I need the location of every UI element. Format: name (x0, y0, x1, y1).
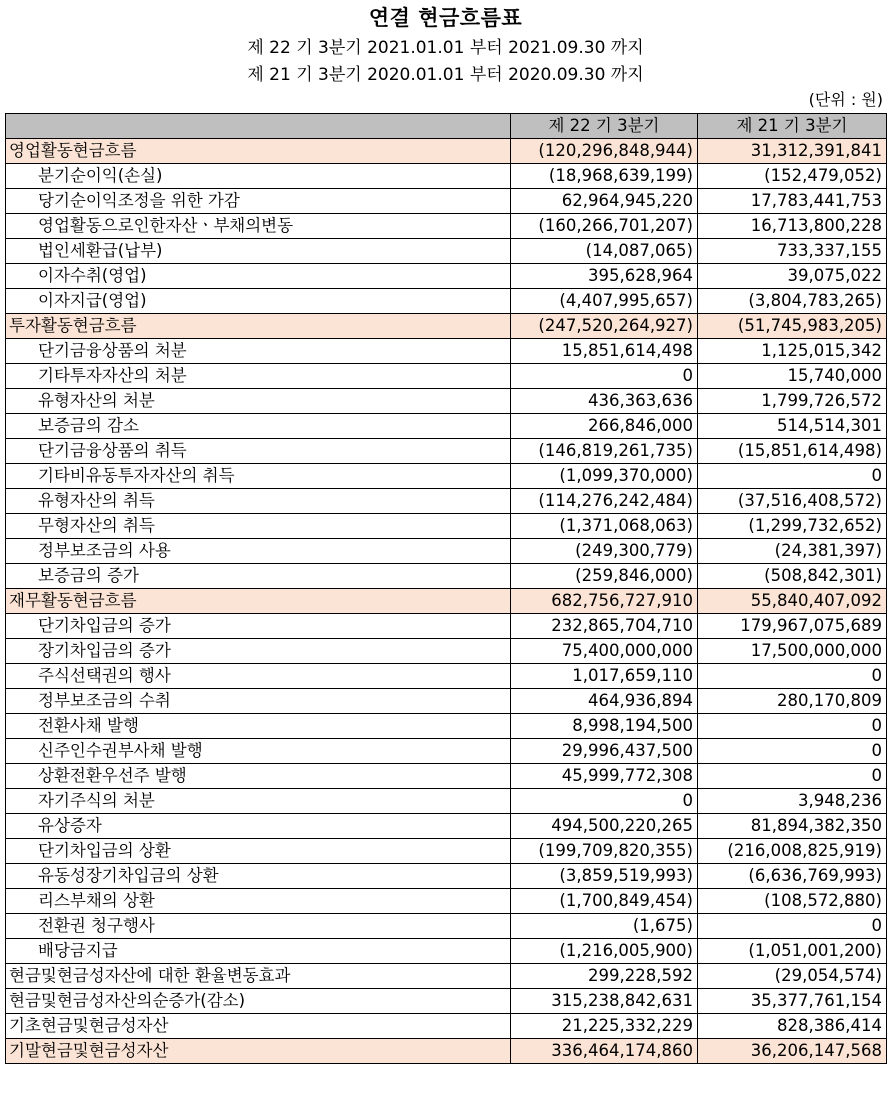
value-prior-period: 0 (698, 764, 887, 789)
row-label: 전환사채 발행 (6, 714, 511, 739)
header-label-column (6, 114, 511, 139)
value-current-period: (1,675) (511, 914, 698, 939)
value-current-period: (120,296,848,944) (511, 139, 698, 164)
row-label: 보증금의 증가 (6, 564, 511, 589)
value-prior-period: 3,948,236 (698, 789, 887, 814)
table-row (6, 464, 887, 489)
value-current-period: (18,968,639,199) (511, 164, 698, 189)
value-prior-period: 16,713,800,228 (698, 214, 887, 239)
row-label: 기초현금및현금성자산 (6, 1014, 511, 1039)
row-label: 배당금지급 (6, 939, 511, 964)
table-row (6, 314, 887, 339)
value-prior-period: (152,479,052) (698, 164, 887, 189)
value-prior-period: 733,337,155 (698, 239, 887, 264)
value-current-period: 395,628,964 (511, 264, 698, 289)
value-prior-period: (51,745,983,205) (698, 314, 887, 339)
value-current-period: 299,228,592 (511, 964, 698, 989)
value-current-period: (114,276,242,484) (511, 489, 698, 514)
period-current: 제 22 기 3분기 2021.01.01 부터 2021.09.30 까지 (247, 38, 644, 58)
value-current-period: 1,017,659,110 (511, 664, 698, 689)
table-row (6, 914, 887, 939)
table-row (6, 689, 887, 714)
value-prior-period: (108,572,880) (698, 889, 887, 914)
table-row (6, 964, 887, 989)
value-prior-period: (508,842,301) (698, 564, 887, 589)
value-prior-period: 35,377,761,154 (698, 989, 887, 1014)
row-label: 유형자산의 취득 (6, 489, 511, 514)
value-current-period: 266,846,000 (511, 414, 698, 439)
value-current-period: 8,998,194,500 (511, 714, 698, 739)
table-row (6, 514, 887, 539)
row-label: 단기금융상품의 처분 (6, 339, 511, 364)
value-prior-period: 39,075,022 (698, 264, 887, 289)
value-current-period: (1,099,370,000) (511, 464, 698, 489)
value-prior-period: 0 (698, 664, 887, 689)
row-label: 단기금융상품의 취득 (6, 439, 511, 464)
value-current-period: 29,996,437,500 (511, 739, 698, 764)
table-row (6, 289, 887, 314)
period-prior: 제 21 기 3분기 2020.01.01 부터 2020.09.30 까지 (247, 65, 644, 85)
value-prior-period: 81,894,382,350 (698, 814, 887, 839)
value-current-period: 0 (511, 364, 698, 389)
row-label: 현금및현금성자산의순증가(감소) (6, 989, 511, 1014)
table-row (6, 214, 887, 239)
row-label: 단기차입금의 증가 (6, 614, 511, 639)
table-row (6, 189, 887, 214)
value-current-period: (247,520,264,927) (511, 314, 698, 339)
table-row (6, 439, 887, 464)
value-prior-period: (6,636,769,993) (698, 864, 887, 889)
value-prior-period: 55,840,407,092 (698, 589, 887, 614)
row-label: 전환권 청구행사 (6, 914, 511, 939)
value-current-period: 336,464,174,860 (511, 1039, 698, 1064)
value-prior-period: 828,386,414 (698, 1014, 887, 1039)
table-row (6, 739, 887, 764)
row-label: 무형자산의 취득 (6, 514, 511, 539)
value-prior-period: 0 (698, 464, 887, 489)
header-current-period: 제 22 기 3분기 (511, 114, 698, 139)
row-label: 정부보조금의 사용 (6, 539, 511, 564)
table-row (6, 164, 887, 189)
page-title: 연결 현금흐름표 (368, 6, 523, 30)
value-prior-period: 31,312,391,841 (698, 139, 887, 164)
table-row (6, 639, 887, 664)
table-row (6, 664, 887, 689)
value-prior-period: 0 (698, 739, 887, 764)
row-label: 기타투자자산의 처분 (6, 364, 511, 389)
value-prior-period: 0 (698, 714, 887, 739)
value-current-period: (14,087,065) (511, 239, 698, 264)
table-row (6, 364, 887, 389)
row-label: 주식선택권의 행사 (6, 664, 511, 689)
value-prior-period: (15,851,614,498) (698, 439, 887, 464)
value-current-period: (3,859,519,993) (511, 864, 698, 889)
value-current-period: 436,363,636 (511, 389, 698, 414)
value-current-period: (1,216,005,900) (511, 939, 698, 964)
table-row (6, 839, 887, 864)
table-row (6, 139, 887, 164)
value-prior-period: (24,381,397) (698, 539, 887, 564)
value-current-period: (259,846,000) (511, 564, 698, 589)
value-prior-period: 17,783,441,753 (698, 189, 887, 214)
row-label: 정부보조금의 수취 (6, 689, 511, 714)
row-label: 기타비유동투자자산의 취득 (6, 464, 511, 489)
value-prior-period: (216,008,825,919) (698, 839, 887, 864)
table-row (6, 939, 887, 964)
value-prior-period: 15,740,000 (698, 364, 887, 389)
value-prior-period: 1,799,726,572 (698, 389, 887, 414)
row-label: 이자수취(영업) (6, 264, 511, 289)
value-prior-period: (29,054,574) (698, 964, 887, 989)
value-prior-period: 36,206,147,568 (698, 1039, 887, 1064)
row-label: 당기순이익조정을 위한 가감 (6, 189, 511, 214)
row-label: 분기순이익(손실) (6, 164, 511, 189)
row-label: 투자활동현금흐름 (6, 314, 511, 339)
value-current-period: 45,999,772,308 (511, 764, 698, 789)
value-current-period: 15,851,614,498 (511, 339, 698, 364)
row-label: 이자지급(영업) (6, 289, 511, 314)
table-row (6, 264, 887, 289)
row-label: 신주인수권부사채 발행 (6, 739, 511, 764)
value-prior-period: 1,125,015,342 (698, 339, 887, 364)
row-label: 영업활동으로인한자산ㆍ부채의변동 (6, 214, 511, 239)
row-label: 유형자산의 처분 (6, 389, 511, 414)
row-label: 현금및현금성자산에 대한 환율변동효과 (6, 964, 511, 989)
row-label: 법인세환급(납부) (6, 239, 511, 264)
table-row (6, 389, 887, 414)
table-row (6, 339, 887, 364)
table-row (6, 864, 887, 889)
value-current-period: 0 (511, 789, 698, 814)
row-label: 단기차입금의 상환 (6, 839, 511, 864)
table-header-row (6, 114, 887, 139)
value-current-period: (199,709,820,355) (511, 839, 698, 864)
value-prior-period: 0 (698, 914, 887, 939)
unit-label: (단위 : 원) (808, 90, 883, 109)
row-label: 기말현금및현금성자산 (6, 1039, 511, 1064)
value-prior-period: 179,967,075,689 (698, 614, 887, 639)
value-prior-period: (37,516,408,572) (698, 489, 887, 514)
table-row (6, 1039, 887, 1064)
value-current-period: 232,865,704,710 (511, 614, 698, 639)
value-prior-period: (1,299,732,652) (698, 514, 887, 539)
value-prior-period: 514,514,301 (698, 414, 887, 439)
table-row (6, 414, 887, 439)
value-current-period: 21,225,332,229 (511, 1014, 698, 1039)
table-row (6, 764, 887, 789)
value-current-period: 62,964,945,220 (511, 189, 698, 214)
row-label: 장기차입금의 증가 (6, 639, 511, 664)
value-current-period: 682,756,727,910 (511, 589, 698, 614)
table-row (6, 539, 887, 564)
row-label: 보증금의 감소 (6, 414, 511, 439)
value-current-period: (1,700,849,454) (511, 889, 698, 914)
value-prior-period: 17,500,000,000 (698, 639, 887, 664)
row-label: 유상증자 (6, 814, 511, 839)
table-row (6, 889, 887, 914)
row-label: 영업활동현금흐름 (6, 139, 511, 164)
table-row (6, 489, 887, 514)
row-label: 자기주식의 처분 (6, 789, 511, 814)
value-current-period: 75,400,000,000 (511, 639, 698, 664)
cash-flow-table (5, 113, 887, 1064)
table-row (6, 614, 887, 639)
value-current-period: (1,371,068,063) (511, 514, 698, 539)
table-row (6, 564, 887, 589)
row-label: 리스부채의 상환 (6, 889, 511, 914)
header-prior-period: 제 21 기 3분기 (698, 114, 887, 139)
table-row (6, 239, 887, 264)
value-current-period: 464,936,894 (511, 689, 698, 714)
value-current-period: (160,266,701,207) (511, 214, 698, 239)
value-prior-period: (3,804,783,265) (698, 289, 887, 314)
row-label: 상환전환우선주 발행 (6, 764, 511, 789)
table-row (6, 789, 887, 814)
value-prior-period: 280,170,809 (698, 689, 887, 714)
table-row (6, 589, 887, 614)
table-row (6, 1014, 887, 1039)
value-current-period: 494,500,220,265 (511, 814, 698, 839)
value-current-period: (146,819,261,735) (511, 439, 698, 464)
table-row (6, 814, 887, 839)
row-label: 재무활동현금흐름 (6, 589, 511, 614)
row-label: 유동성장기차입금의 상환 (6, 864, 511, 889)
value-prior-period: (1,051,001,200) (698, 939, 887, 964)
table-row (6, 714, 887, 739)
table-row (6, 989, 887, 1014)
value-current-period: (249,300,779) (511, 539, 698, 564)
value-current-period: 315,238,842,631 (511, 989, 698, 1014)
value-current-period: (4,407,995,657) (511, 289, 698, 314)
